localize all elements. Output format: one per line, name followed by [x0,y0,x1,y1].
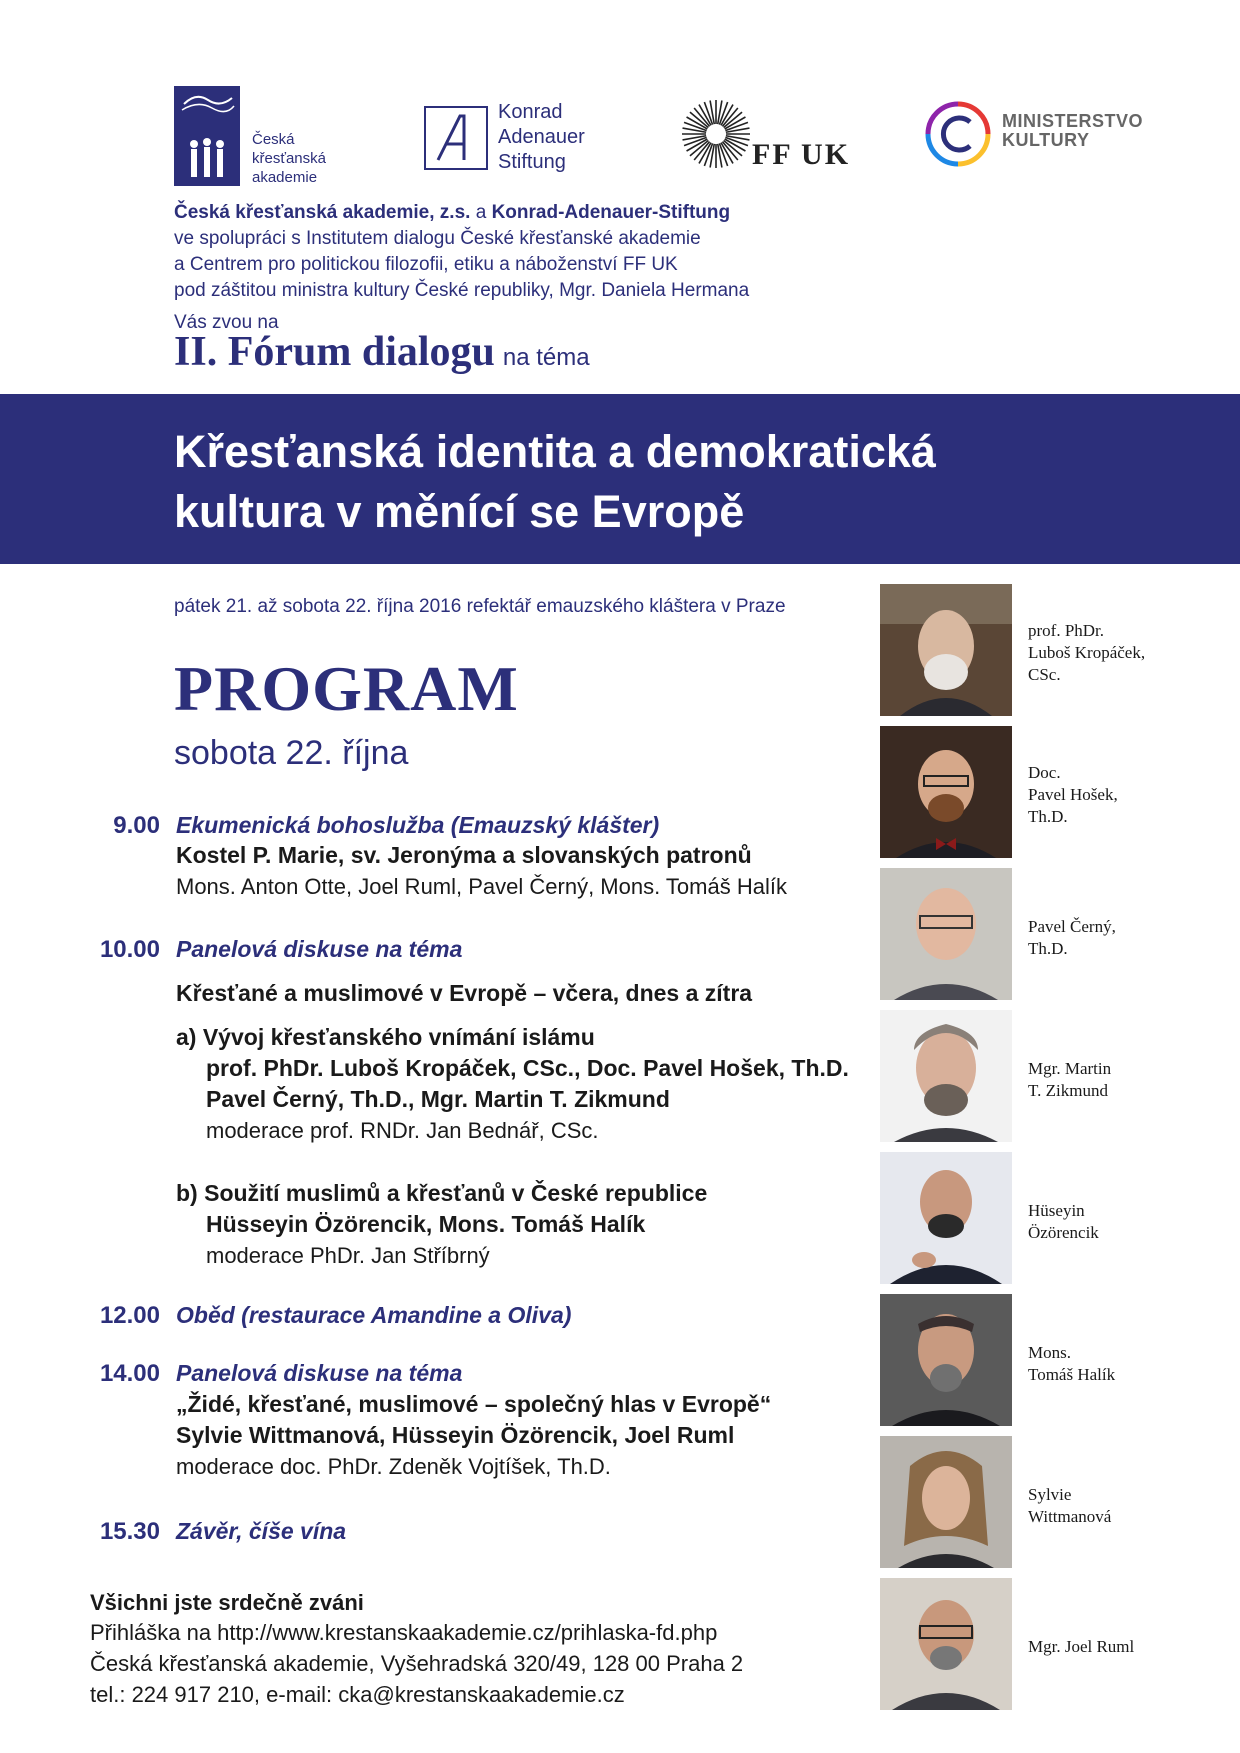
caption-line: prof. PhDr. [1028,621,1105,640]
schedule-title: Panelová diskuse na téma [176,1360,463,1386]
schedule-title: Panelová diskuse na téma [176,936,463,962]
panel-topic: „Židé, křesťané, muslimové – společný hlas v Evropě“ [176,1391,772,1417]
panel-topic: Křesťané a muslimové v Evropě – včera, dnes a zítra [176,980,753,1006]
organizer-kas: Konrad-Adenauer-Stiftung [491,202,731,223]
registration-link[interactable]: Přihláška na http://www.krestanskaakademie.cz/prihlaska-fd.php [90,1620,718,1645]
speaker-photo [880,1578,1012,1710]
patronage-line: pod záštitou ministra kultury České republiky, Mgr. Daniela Hermana [174,280,750,301]
cooperation-line-2: a Centrem pro politickou filozofii, etiku a náboženství FF UK [174,254,678,275]
caption-line: Th.D. [1028,939,1068,958]
panel-a-moderator: moderace prof. RNDr. Jan Bednář, CSc. [206,1118,599,1143]
speaker-caption [1028,762,1118,828]
schedule-venue: Kostel P. Marie, sv. Jeronýma a slovanských patronů [176,842,752,868]
speaker-caption [1028,620,1145,686]
caption-line: Mgr. Joel Ruml [1028,1637,1135,1656]
organizers-line [174,200,749,226]
caption-line: Luboš Kropáček, [1028,643,1146,662]
caption-line: CSc. [1028,665,1061,684]
mk-logo-line: MINISTERSTVO [1002,111,1144,131]
cka-logo-graphic [174,86,240,186]
caption-line: Wittmanová [1028,1507,1112,1526]
caption-line: Hüseyin [1028,1201,1085,1220]
kas-logo-line: Adenauer [498,126,585,148]
speaker-photo [880,1436,1012,1568]
caption-line: Mgr. Martin [1028,1059,1112,1078]
schedule-title: Oběd (restaurace Amandine a Oliva) [176,1302,572,1328]
schedule-title: Ekumenická bohoslužba (Emauzský klášter) [176,812,660,838]
organizers-intro [174,200,749,304]
mk-logo-line: KULTURY [1002,130,1090,150]
event-title-line: Křesťanská identita a demokratická [174,426,936,477]
welcome-line: Všichni jste srdečně zváni [90,1590,364,1615]
speaker-photo [880,726,1012,858]
panel-people: Sylvie Wittmanová, Hüsseyin Özörencik, Joel Ruml [176,1422,735,1448]
speaker-caption [1028,916,1116,960]
invite-text: Vás zvou na [174,312,279,333]
caption-line: Sylvie [1028,1485,1072,1504]
speaker-caption [1028,1484,1111,1528]
contact-line[interactable]: tel.: 224 917 210, e-mail: cka@krestanskaakademie.cz [90,1682,625,1707]
caption-line: Özörencik [1028,1223,1099,1242]
cka-logo-line: křesťanská [252,150,326,167]
kas-logo-graphic [426,108,486,168]
address-line: Česká křesťanská akademie, Vyšehradská 320/49, 128 00 Praha 2 [90,1651,744,1676]
event-dateline: pátek 21. až sobota 22. října 2016 refektář emauzského kláštera v Praze [174,596,786,617]
organizer-cka: Česká křesťanská akademie, z.s. [174,202,471,223]
schedule-people: Mons. Anton Otte, Joel Ruml, Pavel Černý, Mons. Tomáš Halík [176,874,787,899]
schedule-title: Závěr, číše vína [176,1518,347,1544]
speaker-caption [1028,1636,1134,1658]
schedule-time: 9.00 [113,812,160,839]
speaker-photo [880,584,1012,716]
kas-logo-text [498,100,585,175]
day-heading: sobota 22. října [174,734,409,772]
caption-line: Mons. [1028,1343,1071,1362]
speaker-photo [880,868,1012,1000]
cka-logo-line: Česká [252,131,295,148]
conjunction: a [475,202,487,223]
ff-uk-sunburst-icon [676,84,756,179]
ff-uk-logo-text: FF UK [752,138,851,171]
speaker-photo [880,1152,1012,1284]
speaker-caption [1028,1200,1099,1244]
speaker-photo [880,1294,1012,1426]
cooperation-line: ve spolupráci s Institutem dialogu České křesťanské akademie [174,228,701,249]
mk-logo-text [1002,112,1143,150]
caption-line: Th.D. [1028,807,1068,826]
caption-line: Doc. [1028,763,1061,782]
schedule-time: 14.00 [99,1360,160,1387]
forum-suffix: na téma [502,344,590,371]
speaker-caption [1028,1058,1111,1102]
panel-moderator: moderace doc. PhDr. Zdeněk Vojtíšek, Th.D. [176,1454,611,1479]
schedule-time: 10.00 [99,936,160,963]
panel-b-title: b) Soužití muslimů a křesťanů v České republice [176,1180,708,1206]
kas-logo [424,106,488,170]
caption-line: Pavel Černý, [1028,917,1116,936]
forum-title [174,328,590,376]
kas-logo-line: Stiftung [498,151,566,173]
forum-name: II. Fórum dialogu [174,329,495,375]
caption-line: Tomáš Halík [1028,1365,1116,1384]
panel-a-people: Pavel Černý, Th.D., Mgr. Martin T. Zikmund [206,1086,670,1112]
speaker-caption [1028,1342,1115,1386]
panel-b-moderator: moderace PhDr. Jan Stříbrný [206,1243,490,1268]
schedule-time: 12.00 [99,1302,160,1329]
kas-logo-line: Konrad [498,101,563,123]
caption-line: Pavel Hošek, [1028,785,1118,804]
event-title [174,422,1174,542]
caption-line: T. Zikmund [1028,1081,1108,1100]
panel-a-title: a) Vývoj křesťanského vnímání islámu [176,1024,595,1050]
cka-logo-line: akademie [252,169,318,186]
cka-logo-text [252,130,326,187]
speaker-photo [880,1010,1012,1142]
schedule-time: 15.30 [99,1518,160,1545]
cka-logo [174,86,240,186]
program-heading: PROGRAM [174,653,519,724]
panel-a-people: prof. PhDr. Luboš Kropáček, CSc., Doc. Pavel Hošek, Th.D. [206,1055,849,1081]
panel-b-people: Hüsseyin Özörencik, Mons. Tomáš Halík [206,1211,646,1237]
mk-logo-icon [924,100,992,173]
event-title-line: kultura v měnící se Evropě [174,486,745,537]
